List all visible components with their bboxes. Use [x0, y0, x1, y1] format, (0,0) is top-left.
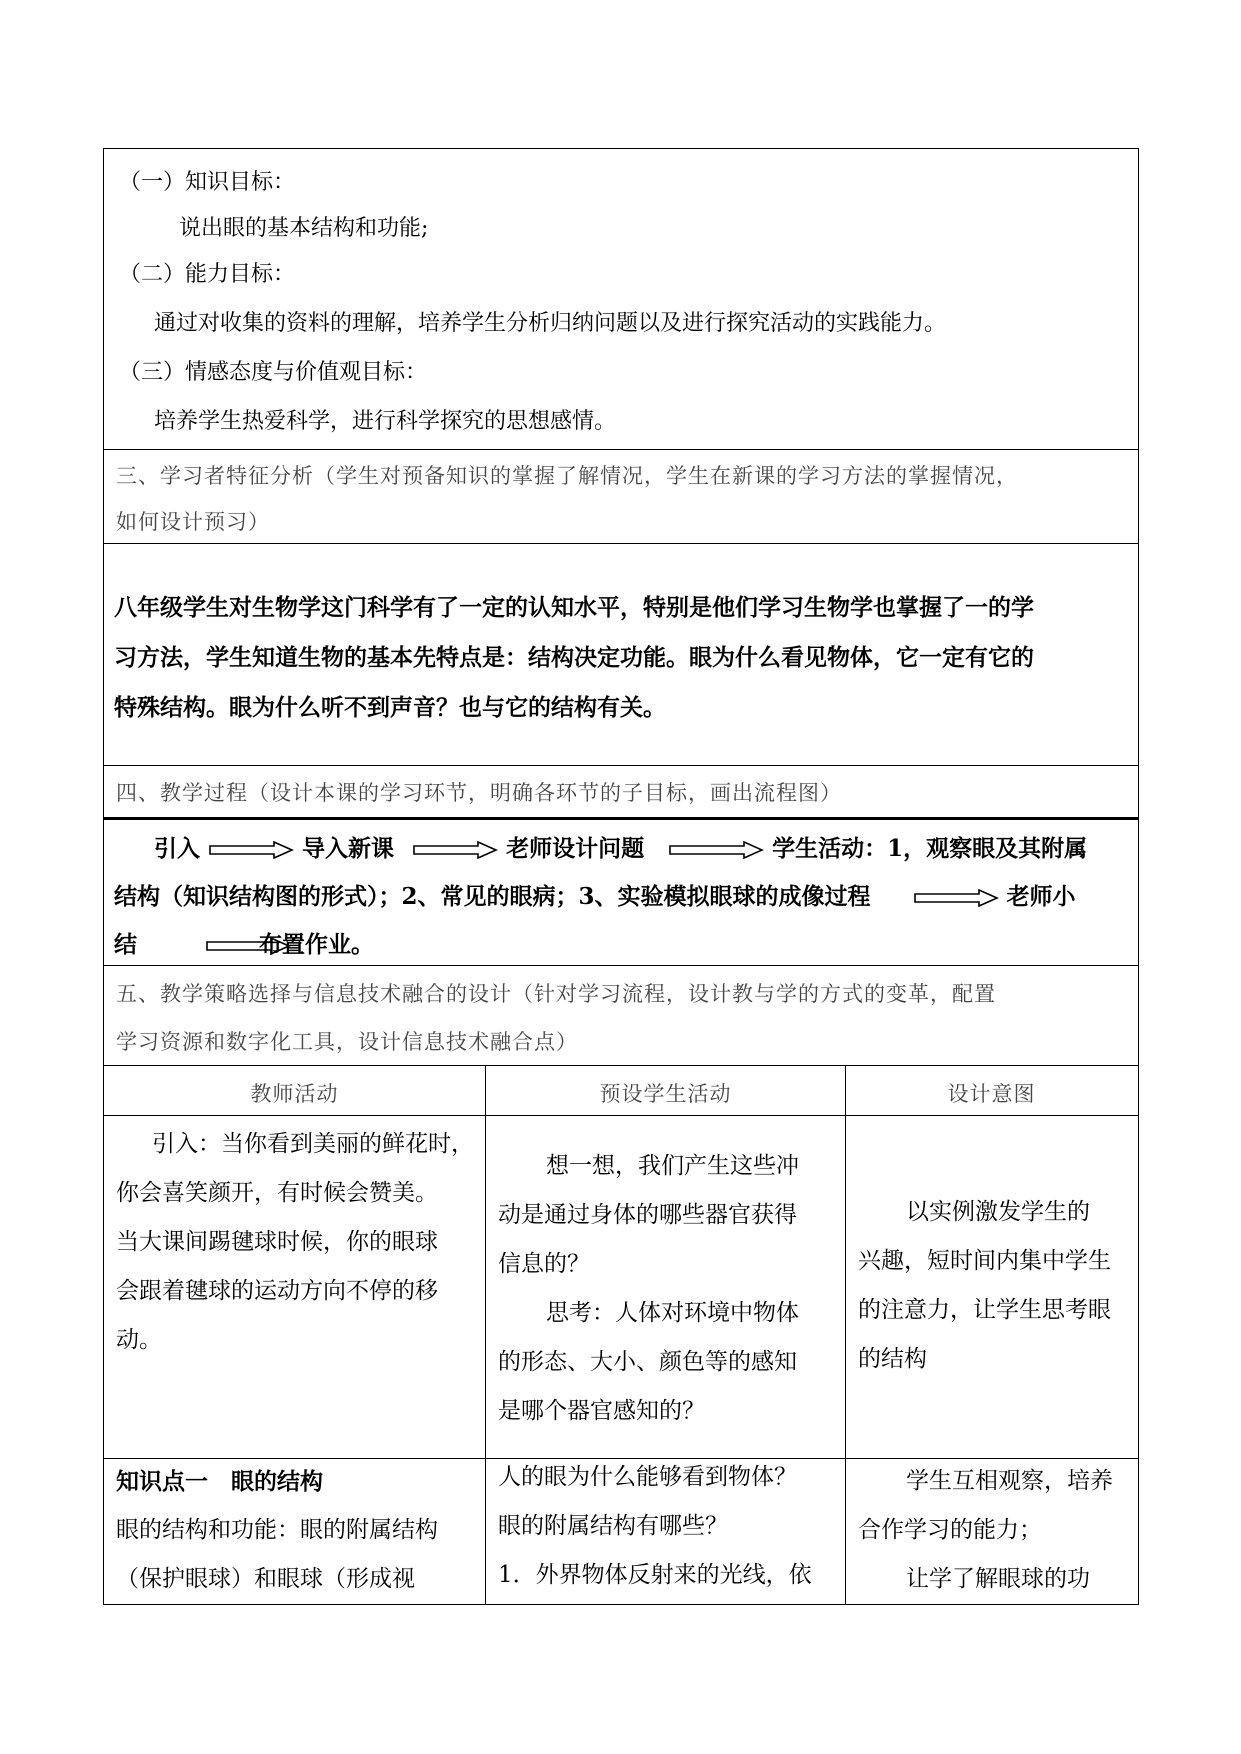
- ability-heading: （二）能力目标：: [119, 262, 296, 287]
- table-header-row: [103, 1065, 1139, 1115]
- row1-student-line: 想一想，我们产生这些冲: [546, 1153, 799, 1179]
- row2-teacher-title: 知识点一 眼的结构: [116, 1468, 323, 1495]
- document-page: [103, 148, 1139, 1605]
- section4-heading: 四、教学过程（设计本课的学习环节，明确各环节的子目标，画出流程图）: [116, 781, 842, 805]
- section5-heading-box: [103, 965, 1139, 1065]
- table-header-student: 预设学生活动: [599, 1082, 732, 1106]
- arrow-icon: [208, 841, 294, 859]
- row1-teacher-line: 动。: [116, 1327, 162, 1353]
- section4-heading-box: [103, 765, 1139, 817]
- knowledge-text: 说出眼的基本结构和功能;: [179, 216, 429, 241]
- flow-line3-start: 结: [114, 931, 137, 958]
- row1-student-line: 思考：人体对环境中物体: [546, 1300, 799, 1326]
- row2-teacher-line: 眼的结构和功能：眼的附属结构: [116, 1517, 438, 1543]
- knowledge-heading: （一）知识目标：: [119, 170, 296, 195]
- flow-step-homework: 布置作业。: [259, 931, 375, 958]
- row1-student-line: 信息的？: [498, 1251, 590, 1277]
- section3-body-line2: 习方法，学生知道生物的基本先特点是：结构决定功能。眼为什么看见物体，它一定有它的: [114, 644, 1034, 671]
- objectives-box: [103, 148, 1139, 449]
- row1-student-line: 的形态、大小、颜色等的感知: [498, 1349, 797, 1375]
- flow-step-intro: 引入: [154, 835, 200, 862]
- row2-student-line: 眼的附属结构有哪些？: [498, 1513, 728, 1539]
- section3-body-line1: 八年级学生对生物学这门科学有了一定的认知水平，特别是他们学习生物学也掌握了一的学: [114, 594, 1034, 621]
- row1-student-line: 是哪个器官感知的？: [498, 1398, 705, 1424]
- table-row: [103, 1458, 1139, 1605]
- arrow-icon: [668, 841, 764, 859]
- row1-teacher-cell: [116, 1120, 474, 1365]
- flow-step-teacher-question: 老师设计问题: [506, 835, 645, 862]
- flow-line2-text: 结构（知识结构图的形式）；2、常见的眼病；3、实验模拟眼球的成像过程: [114, 883, 871, 910]
- row1-teacher-line: 会跟着毽球的运动方向不停的移: [116, 1278, 438, 1304]
- row2-intent-line: 合作学习的能力；: [858, 1517, 1042, 1543]
- emotion-text: 培养学生热爱科学，进行科学探究的思想感情。: [154, 409, 617, 434]
- row2-intent-line: 学生互相观察，培养: [906, 1468, 1113, 1494]
- row2-student-line: 1．外界物体反射来的光线，依: [498, 1562, 812, 1588]
- flow-step-teacher-summary: 老师小: [1006, 883, 1076, 910]
- section5-heading-line2: 学习资源和数字化工具，设计信息技术融合点）: [116, 1030, 578, 1054]
- row2-student-cell: [498, 1453, 812, 1600]
- flow-step-student-activity: 学生活动：1，观察眼及其附属: [772, 835, 1088, 862]
- table-header-teacher: 教师活动: [250, 1082, 339, 1106]
- row1-teacher-line: 你会喜笑颜开，有时候会赞美。: [116, 1180, 438, 1206]
- ability-text: 通过对收集的资料的理解，培养学生分析归纳问题以及进行探究活动的实践能力。: [154, 311, 947, 336]
- row1-intent-line: 的注意力，让学生思考眼: [858, 1297, 1111, 1323]
- row2-student-line: 人的眼为什么能够看到物体？: [498, 1464, 797, 1490]
- row2-teacher-cell: [116, 1457, 438, 1604]
- row1-intent-line: 以实例激发学生的: [906, 1199, 1090, 1225]
- row1-intent-cell: [858, 1188, 1111, 1384]
- section3-heading-line1: 三、学习者特征分析（学生对预备知识的掌握了解情况，学生在新课的学习方法的掌握情况，: [116, 464, 1018, 488]
- table-row: [103, 1115, 1139, 1458]
- arrow-icon: [913, 889, 999, 907]
- row1-teacher-line: 引入：当你看到美丽的鲜花时，: [152, 1131, 474, 1157]
- arrow-icon: [412, 841, 498, 859]
- row2-intent-cell: [858, 1457, 1113, 1604]
- row1-teacher-line: 当大课间踢毽球时候，你的眼球: [116, 1229, 438, 1255]
- row2-teacher-line: （保护眼球）和眼球（形成视: [116, 1566, 415, 1592]
- table-header-intent: 设计意图: [947, 1082, 1036, 1106]
- section3-body-box: [103, 543, 1139, 765]
- flow-step-new-lesson: 导入新课: [302, 835, 395, 862]
- row1-intent-line: 兴趣，短时间内集中学生: [858, 1248, 1111, 1274]
- section3-body-line3: 特殊结构。眼为什么听不到声音？也与它的结构有关。: [114, 694, 666, 721]
- row1-intent-line: 的结构: [858, 1346, 927, 1372]
- row1-student-cell: [498, 1142, 799, 1436]
- section3-heading-line2: 如何设计预习）: [116, 510, 270, 534]
- section3-heading-box: [103, 449, 1139, 543]
- section4-flow-box: [103, 817, 1139, 965]
- row2-intent-line: 让学了解眼球的功: [906, 1566, 1090, 1592]
- row1-student-line: 动是通过身体的哪些器官获得: [498, 1202, 797, 1228]
- emotion-heading: （三）情感态度与价值观目标：: [119, 360, 428, 385]
- section5-heading-line1: 五、教学策略选择与信息技术融合的设计（针对学习流程，设计教与学的方式的变革，配置: [116, 982, 996, 1006]
